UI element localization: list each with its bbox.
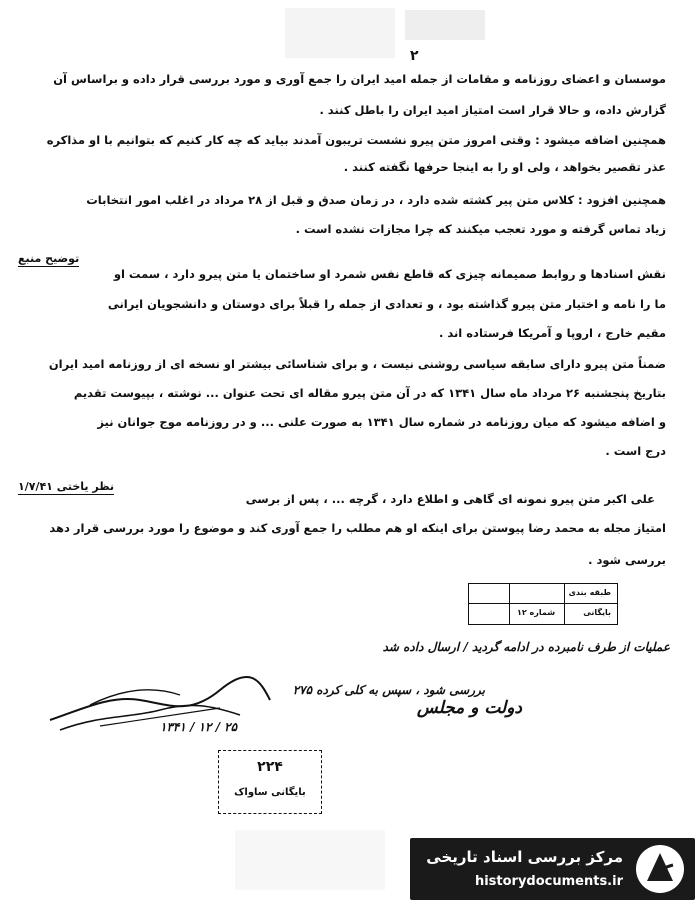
stamp-label: بایگانی: [583, 608, 611, 617]
body-line: بررسی شود .: [588, 553, 666, 567]
body-line: گزارش داده، و حالا قرار است امتیاز امید ایران را باطل کنند .: [319, 103, 666, 117]
stamp-divider: [564, 584, 565, 624]
archive-stamp-label: بایگانی ساواک: [234, 787, 306, 798]
handwritten-date: ۲۵ / ۱۲ / ۱۳۴۱: [160, 720, 238, 734]
handwritten-note: عملیات از طرف نامبرده در ادامه گردید / ارسال داده شد: [382, 640, 670, 654]
watermark-url: historydocuments.ir: [474, 874, 623, 889]
scan-smudge-top: [285, 8, 395, 58]
archive-stamp-number: ۲۲۴: [257, 759, 283, 775]
signature-icon: [40, 660, 280, 740]
body-line: امتیاز مجله به محمد رضا پیوستن برای اینکه او هم مطلب را جمع آوری کند و موضوع را مورد بررسی قرار دهد: [49, 521, 666, 535]
body-line: ما را نامه و اختیار متن پیرو گذاشته بود ، و تعدادی از جمله را قبلاً برای دوستان و دانشجویان ایرانی: [107, 297, 666, 311]
stamp-divider: [469, 603, 617, 604]
margin-note-opinion: نظر یاختی ۱/۷/۴۱: [18, 480, 115, 493]
stamp-label: شماره ۱۲: [517, 608, 556, 617]
archive-emblem-icon: [633, 843, 687, 895]
body-line: درج است .: [605, 444, 666, 458]
body-line: علی اکبر متن پیرو نمونه ای گاهی و اطلاع دارد ، گرچه ... ، پس از برسی: [245, 492, 655, 506]
scan-smudge-bottom: [235, 830, 385, 890]
handwritten-name: دولت و مجلس: [416, 698, 522, 718]
handwritten-note: بررسی شود ، سپس به کلی کرده ۲۷۵: [292, 683, 485, 697]
body-line: نقش اسنادها و روابط صمیمانه چیزی که قاطع نفس شمرد او ساختمان یا متن پیرو دارد ، سمت او: [113, 267, 666, 281]
body-line: عذر تقصیر بخواهد ، ولی او را به اینجا حرفها نگفته کنند .: [343, 160, 666, 174]
body-line: همچنین افزود : کلاس متن پیر کشته شده دارد ، در زمان صدق و قبل از ۲۸ مرداد در اغلب امور انتخابات: [86, 193, 666, 207]
watermark-title: مرکز بررسی اسناد تاریخی: [426, 848, 623, 866]
archive-stamp: [218, 750, 322, 814]
classification-stamp: [468, 583, 618, 625]
body-line: همچنین اضافه میشود : وقتی امروز متن پیرو نشست تریبون آمدند بیاید که چه کار کنیم که بتوانیم با او مذاکره: [46, 133, 666, 147]
body-line: مقیم خارج ، اروپا و آمریکا فرستاده اند .: [438, 326, 666, 340]
body-line: و اضافه میشود که میان روزنامه در شماره سال ۱۳۴۱ به صورت علنی ... و در روزنامه موج جوانان نیز: [97, 415, 666, 429]
watermark-logo: [410, 838, 695, 900]
stamp-divider: [509, 584, 510, 624]
page-mark: ۲: [410, 48, 419, 64]
stamp-label: طبقه بندی: [568, 588, 611, 597]
body-line: موسسان و اعضای روزنامه و مقامات از جمله امید ایران را جمع آوری و مورد بررسی قرار داده و براساس آن: [53, 72, 666, 86]
body-line: زیاد تماس گرفته و مورد تعجب میکنند که چرا مجازات نشده است .: [295, 222, 666, 236]
scan-smudge-top-right: [405, 10, 485, 40]
body-line: بتاریخ پنجشنبه ۲۶ مرداد ماه سال ۱۳۴۱ که در آن متن پیرو مقاله ای تحت عنوان ... نوشته ، بپیوست تقدیم: [73, 386, 666, 400]
body-line: ضمناً متن پیرو دارای سابقه سیاسی روشنی نیست ، و برای شناسائی بیشتر او نسخه ای از روزنامه امید ایران: [48, 357, 666, 371]
margin-note-source: توضیح منبع: [18, 252, 80, 265]
